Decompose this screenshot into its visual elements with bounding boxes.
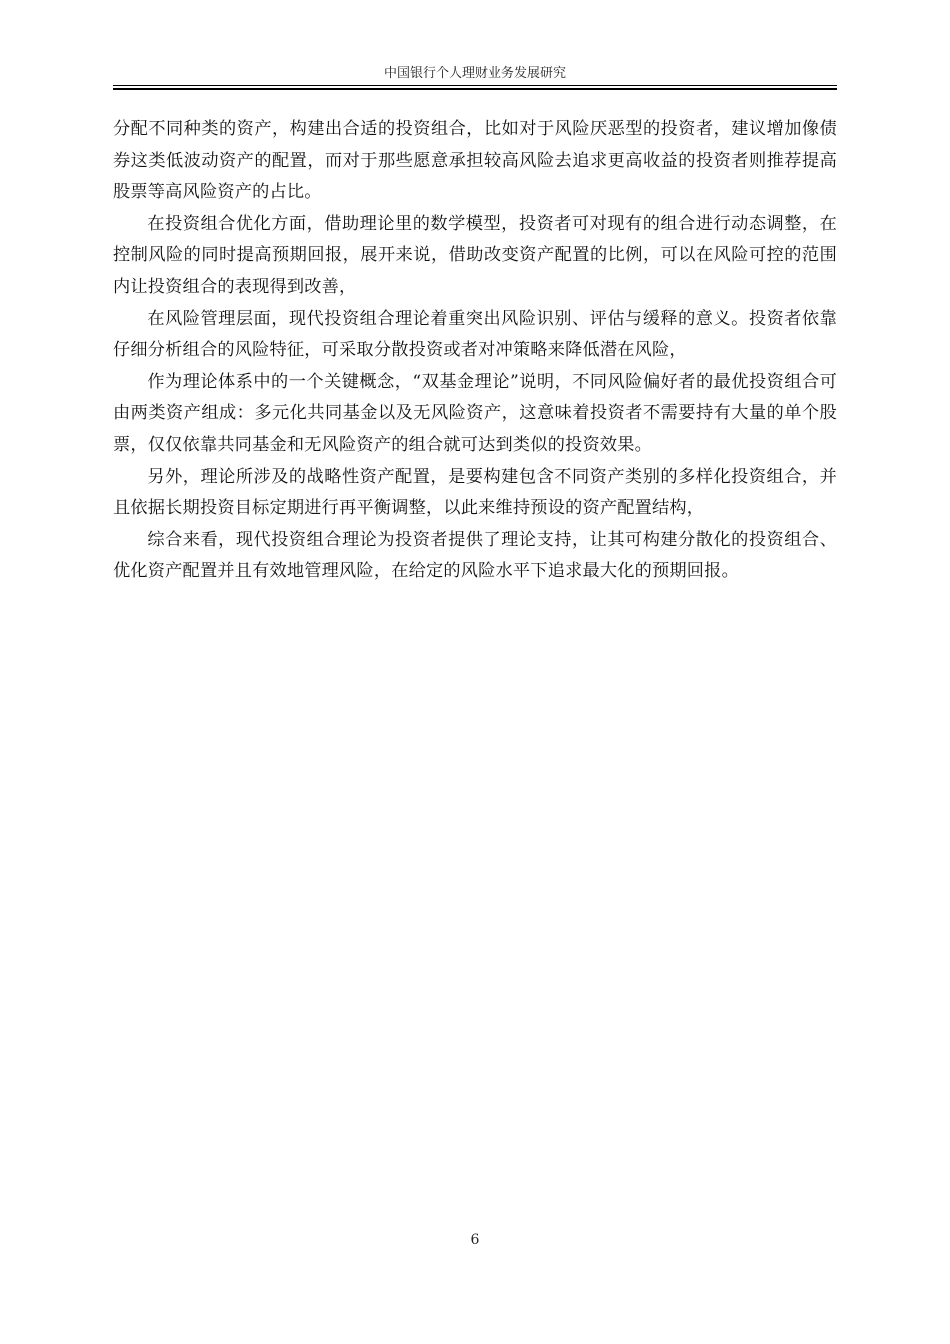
running-header: 中国银行个人理财业务发展研究: [383, 66, 566, 81]
page-number: 6: [470, 1232, 480, 1248]
header-rule-thick: [113, 88, 837, 90]
paragraph-two-fund-theory: 作为理论体系中的一个关键概念，“双基金理论”说明，不同风险偏好者的最优投资组合可由两类资产组成：多元化共同基金以及无风险资产，这意味着投资者不需要持有大量的单个股票，仅仅依靠共同基金和无风险资产的组合就可达到类似的投资效果。: [113, 371, 837, 455]
paragraph-continuation: 分配不同种类的资产，构建出合适的投资组合，比如对于风险厌恶型的投资者，建议增加像债券这类低波动资产的配置，而对于那些愿意承担较高风险去追求更高收益的投资者则推荐提高股票等高风险资产的占比。: [113, 119, 837, 203]
paragraph-portfolio-optimization: 在投资组合优化方面，借助理论里的数学模型，投资者可对现有的组合进行动态调整，在控制风险的同时提高预期回报，展开来说，借助改变资产配置的比例，可以在风险可控的范围内让投资组合的表现得到改善，: [113, 213, 837, 297]
paragraph-risk-management: 在风险管理层面，现代投资组合理论着重突出风险识别、评估与缓释的意义。投资者依靠仔细分析组合的风险特征，可采取分散投资或者对冲策略来降低潜在风险，: [113, 308, 837, 361]
paragraph-strategic-allocation: 另外，理论所涉及的战略性资产配置，是要构建包含不同资产类别的多样化投资组合，并且依据长期投资目标定期进行再平衡调整，以此来维持预设的资产配置结构，: [113, 466, 837, 519]
body-text: [113, 114, 837, 588]
header-rule-thin: [113, 85, 837, 86]
paragraph-conclusion: 综合来看，现代投资组合理论为投资者提供了理论支持，让其可构建分散化的投资组合、优化资产配置并且有效地管理风险，在给定的风险水平下追求最大化的预期回报。: [113, 529, 837, 582]
